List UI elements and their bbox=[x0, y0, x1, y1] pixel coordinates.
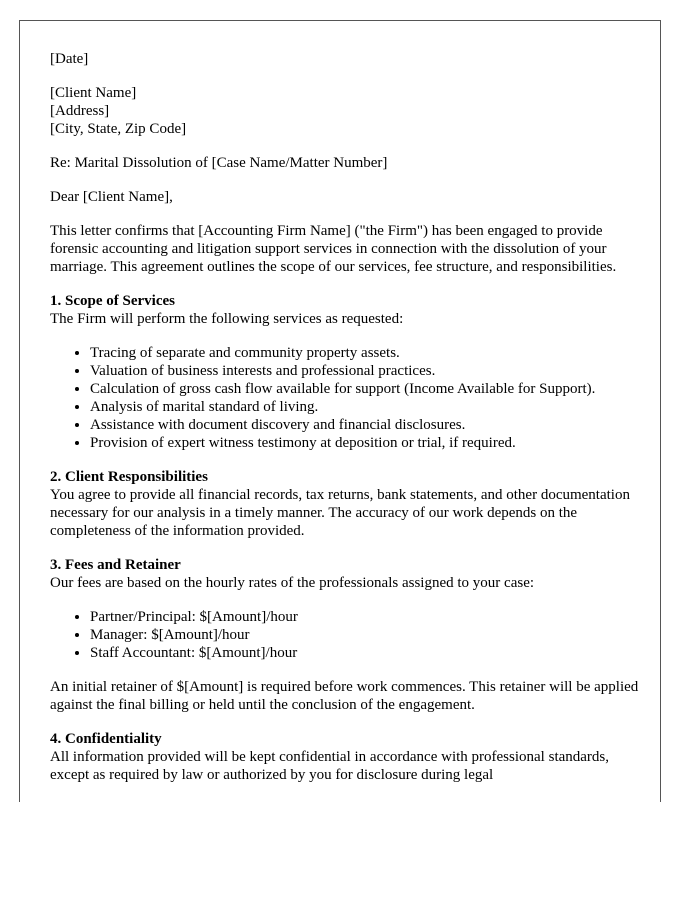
scope-list bbox=[50, 344, 648, 452]
list-item: • Valuation of business interests and professional practices. bbox=[90, 362, 648, 380]
letter-date: [Date] bbox=[50, 51, 89, 67]
list-item: • Partner/Principal: $[Amount]/hour bbox=[90, 608, 648, 626]
intro-paragraph: This letter confirms that [Accounting Firm Name] ("the Firm") has been engaged to provide forensic accounting and litigation support services in connection with the dissolution of your marriage. This agreement outlines the scope of our services, fee structure, and responsibilities. bbox=[50, 223, 617, 275]
client-city-line: [City, State, Zip Code] bbox=[50, 121, 187, 137]
section-scope-title: 1. Scope of Services bbox=[50, 293, 175, 309]
client-address-line: [Address] bbox=[50, 103, 110, 119]
section-fees-title: 3. Fees and Retainer bbox=[50, 557, 181, 573]
section-confidentiality-body: All information provided will be kept confidential in accordance with professional standards, except as required by law or authorized by you for disclosure during legal bbox=[50, 749, 610, 783]
list-item: • Assistance with document discovery and financial disclosures. bbox=[90, 416, 648, 434]
list-item: • Analysis of marital standard of living. bbox=[90, 398, 648, 416]
section-responsibilities-body: You agree to provide all financial records, tax returns, bank statements, and other documentation necessary for our analysis in a timely manner. The accuracy of our work depends on the completeness of the information provided. bbox=[50, 487, 630, 539]
letter-content bbox=[50, 50, 648, 800]
list-item: • Staff Accountant: $[Amount]/hour bbox=[90, 644, 648, 662]
client-name-line: [Client Name] bbox=[50, 85, 137, 101]
re-line: Re: Marital Dissolution of [Case Name/Matter Number] bbox=[50, 155, 388, 171]
section-scope-intro: The Firm will perform the following services as requested: bbox=[50, 311, 404, 327]
list-item: • Calculation of gross cash flow available for support (Income Available for Support). bbox=[90, 380, 648, 398]
section-responsibilities-title: 2. Client Responsibilities bbox=[50, 469, 208, 485]
fees-list bbox=[50, 608, 648, 662]
salutation: Dear [Client Name], bbox=[50, 189, 173, 205]
section-fees-intro: Our fees are based on the hourly rates of the professionals assigned to your case: bbox=[50, 575, 535, 591]
section-confidentiality-title: 4. Confidentiality bbox=[50, 731, 162, 747]
list-item: • Provision of expert witness testimony at deposition or trial, if required. bbox=[90, 434, 648, 452]
list-item: • Tracing of separate and community property assets. bbox=[90, 344, 648, 362]
letter-page bbox=[19, 20, 661, 802]
client-address-block bbox=[50, 84, 648, 138]
section-fees-retainer: An initial retainer of $[Amount] is required before work commences. This retainer will be applied against the final billing or held until the conclusion of the engagement. bbox=[50, 679, 639, 713]
list-item: • Manager: $[Amount]/hour bbox=[90, 626, 648, 644]
